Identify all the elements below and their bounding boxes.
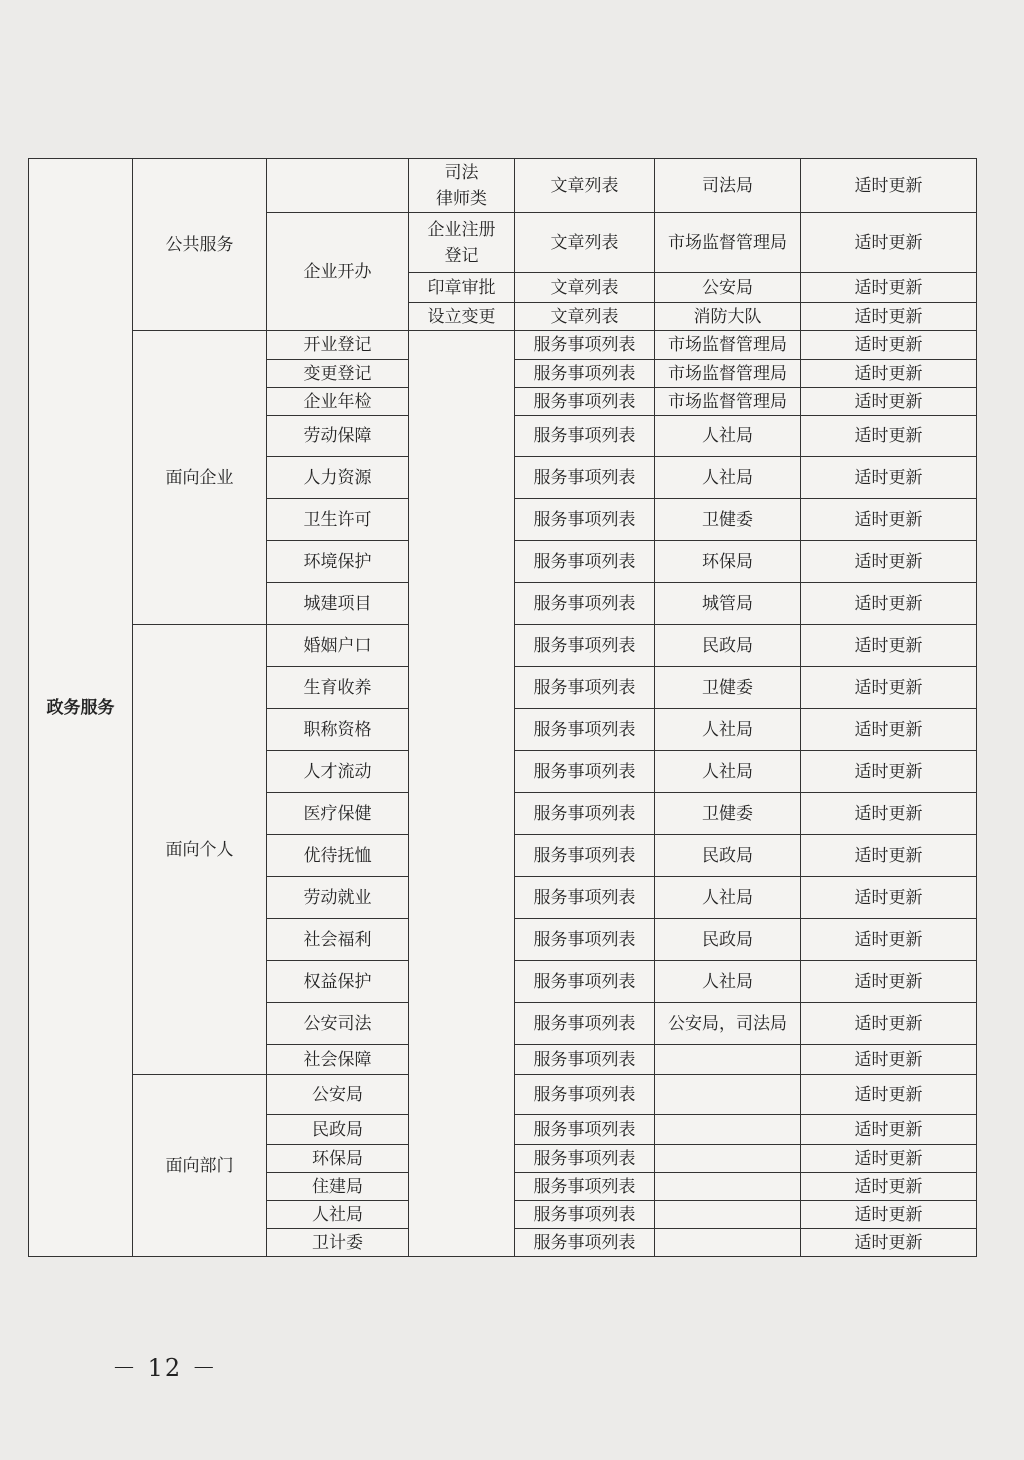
dept-cell bbox=[655, 1075, 801, 1115]
update-cell: 适时更新 bbox=[801, 1229, 977, 1257]
subitem-cell: 设立变更 bbox=[409, 303, 515, 331]
update-cell: 适时更新 bbox=[801, 1003, 977, 1045]
type-cell: 服务事项列表 bbox=[515, 1201, 655, 1229]
update-cell: 适时更新 bbox=[801, 213, 977, 273]
type-cell: 服务事项列表 bbox=[515, 919, 655, 961]
subitem-cell: 印章审批 bbox=[409, 273, 515, 303]
dept-cell bbox=[655, 1173, 801, 1201]
item-cell: 人社局 bbox=[267, 1201, 409, 1229]
service-table bbox=[28, 158, 977, 1257]
update-cell: 适时更新 bbox=[801, 877, 977, 919]
update-cell: 适时更新 bbox=[801, 793, 977, 835]
dept-cell bbox=[655, 1145, 801, 1173]
item-cell: 卫生许可 bbox=[267, 499, 409, 541]
update-cell: 适时更新 bbox=[801, 1201, 977, 1229]
dept-cell: 公安局，司法局 bbox=[655, 1003, 801, 1045]
page-number: － 12 － bbox=[112, 1354, 218, 1382]
type-cell: 服务事项列表 bbox=[515, 457, 655, 499]
type-cell: 文章列表 bbox=[515, 213, 655, 273]
group-personal: 面向个人 bbox=[133, 625, 267, 1075]
item-cell: 住建局 bbox=[267, 1173, 409, 1201]
dept-cell: 卫健委 bbox=[655, 793, 801, 835]
update-cell: 适时更新 bbox=[801, 919, 977, 961]
item-cell: 社会福利 bbox=[267, 919, 409, 961]
item-cell: 企业开办 bbox=[267, 213, 409, 331]
dept-cell: 司法局 bbox=[655, 159, 801, 213]
dept-cell: 人社局 bbox=[655, 877, 801, 919]
table-row bbox=[29, 159, 977, 213]
dept-cell: 市场监督管理局 bbox=[655, 388, 801, 416]
item-cell: 城建项目 bbox=[267, 583, 409, 625]
group-enterprise: 面向企业 bbox=[133, 331, 267, 625]
dept-cell bbox=[655, 1115, 801, 1145]
dept-cell: 卫健委 bbox=[655, 667, 801, 709]
dept-cell bbox=[655, 1229, 801, 1257]
update-cell: 适时更新 bbox=[801, 273, 977, 303]
item-cell: 人力资源 bbox=[267, 457, 409, 499]
type-cell: 服务事项列表 bbox=[515, 331, 655, 360]
type-cell: 服务事项列表 bbox=[515, 667, 655, 709]
dept-cell: 人社局 bbox=[655, 709, 801, 751]
item-cell: 生育收养 bbox=[267, 667, 409, 709]
update-cell: 适时更新 bbox=[801, 541, 977, 583]
type-cell: 服务事项列表 bbox=[515, 709, 655, 751]
item-cell: 卫计委 bbox=[267, 1229, 409, 1257]
update-cell: 适时更新 bbox=[801, 961, 977, 1003]
dept-cell bbox=[655, 1045, 801, 1075]
type-cell: 文章列表 bbox=[515, 303, 655, 331]
dept-cell: 市场监督管理局 bbox=[655, 213, 801, 273]
type-cell: 服务事项列表 bbox=[515, 499, 655, 541]
subitem-cell: 司法 律师类 bbox=[409, 159, 515, 213]
item-cell: 环境保护 bbox=[267, 541, 409, 583]
update-cell: 适时更新 bbox=[801, 1075, 977, 1115]
type-cell: 服务事项列表 bbox=[515, 1145, 655, 1173]
group-public: 公共服务 bbox=[133, 159, 267, 331]
item-cell: 环保局 bbox=[267, 1145, 409, 1173]
group-department: 面向部门 bbox=[133, 1075, 267, 1257]
type-cell: 服务事项列表 bbox=[515, 583, 655, 625]
item-cell: 劳动保障 bbox=[267, 416, 409, 457]
type-cell: 服务事项列表 bbox=[515, 751, 655, 793]
dept-cell: 城管局 bbox=[655, 583, 801, 625]
update-cell: 适时更新 bbox=[801, 360, 977, 388]
type-cell: 文章列表 bbox=[515, 159, 655, 213]
item-cell: 公安局 bbox=[267, 1075, 409, 1115]
type-cell: 服务事项列表 bbox=[515, 1075, 655, 1115]
update-cell: 适时更新 bbox=[801, 1045, 977, 1075]
update-cell: 适时更新 bbox=[801, 303, 977, 331]
update-cell: 适时更新 bbox=[801, 709, 977, 751]
item-cell: 人才流动 bbox=[267, 751, 409, 793]
type-cell: 服务事项列表 bbox=[515, 961, 655, 1003]
dept-cell: 民政局 bbox=[655, 835, 801, 877]
update-cell: 适时更新 bbox=[801, 1115, 977, 1145]
dept-cell: 环保局 bbox=[655, 541, 801, 583]
type-cell: 服务事项列表 bbox=[515, 625, 655, 667]
item-cell: 职称资格 bbox=[267, 709, 409, 751]
dept-cell: 人社局 bbox=[655, 416, 801, 457]
dept-cell: 人社局 bbox=[655, 961, 801, 1003]
update-cell: 适时更新 bbox=[801, 457, 977, 499]
update-cell: 适时更新 bbox=[801, 1173, 977, 1201]
table-row bbox=[29, 331, 977, 360]
item-cell: 公安司法 bbox=[267, 1003, 409, 1045]
item-cell bbox=[267, 159, 409, 213]
type-cell: 服务事项列表 bbox=[515, 1115, 655, 1145]
type-cell: 服务事项列表 bbox=[515, 877, 655, 919]
type-cell: 服务事项列表 bbox=[515, 1173, 655, 1201]
update-cell: 适时更新 bbox=[801, 499, 977, 541]
type-cell: 服务事项列表 bbox=[515, 416, 655, 457]
type-cell: 服务事项列表 bbox=[515, 793, 655, 835]
dept-cell: 民政局 bbox=[655, 625, 801, 667]
dept-cell: 市场监督管理局 bbox=[655, 331, 801, 360]
item-cell: 变更登记 bbox=[267, 360, 409, 388]
item-cell: 医疗保健 bbox=[267, 793, 409, 835]
dept-cell: 人社局 bbox=[655, 457, 801, 499]
type-cell: 服务事项列表 bbox=[515, 360, 655, 388]
update-cell: 适时更新 bbox=[801, 835, 977, 877]
type-cell: 服务事项列表 bbox=[515, 1229, 655, 1257]
update-cell: 适时更新 bbox=[801, 667, 977, 709]
update-cell: 适时更新 bbox=[801, 1145, 977, 1173]
type-cell: 服务事项列表 bbox=[515, 541, 655, 583]
item-cell: 企业年检 bbox=[267, 388, 409, 416]
item-cell: 权益保护 bbox=[267, 961, 409, 1003]
dept-cell: 公安局 bbox=[655, 273, 801, 303]
item-cell: 民政局 bbox=[267, 1115, 409, 1145]
update-cell: 适时更新 bbox=[801, 159, 977, 213]
type-cell: 文章列表 bbox=[515, 273, 655, 303]
dept-cell: 卫健委 bbox=[655, 499, 801, 541]
dept-cell: 民政局 bbox=[655, 919, 801, 961]
type-cell: 服务事项列表 bbox=[515, 388, 655, 416]
type-cell: 服务事项列表 bbox=[515, 835, 655, 877]
subitem-cell bbox=[409, 331, 515, 1257]
item-cell: 婚姻户口 bbox=[267, 625, 409, 667]
item-cell: 社会保障 bbox=[267, 1045, 409, 1075]
dept-cell: 市场监督管理局 bbox=[655, 360, 801, 388]
category-cell: 政务服务 bbox=[29, 159, 133, 1257]
update-cell: 适时更新 bbox=[801, 331, 977, 360]
item-cell: 开业登记 bbox=[267, 331, 409, 360]
type-cell: 服务事项列表 bbox=[515, 1045, 655, 1075]
item-cell: 劳动就业 bbox=[267, 877, 409, 919]
dept-cell: 人社局 bbox=[655, 751, 801, 793]
item-cell: 优待抚恤 bbox=[267, 835, 409, 877]
subitem-cell: 企业注册 登记 bbox=[409, 213, 515, 273]
dept-cell bbox=[655, 1201, 801, 1229]
update-cell: 适时更新 bbox=[801, 751, 977, 793]
update-cell: 适时更新 bbox=[801, 583, 977, 625]
update-cell: 适时更新 bbox=[801, 388, 977, 416]
update-cell: 适时更新 bbox=[801, 625, 977, 667]
dept-cell: 消防大队 bbox=[655, 303, 801, 331]
type-cell: 服务事项列表 bbox=[515, 1003, 655, 1045]
update-cell: 适时更新 bbox=[801, 416, 977, 457]
